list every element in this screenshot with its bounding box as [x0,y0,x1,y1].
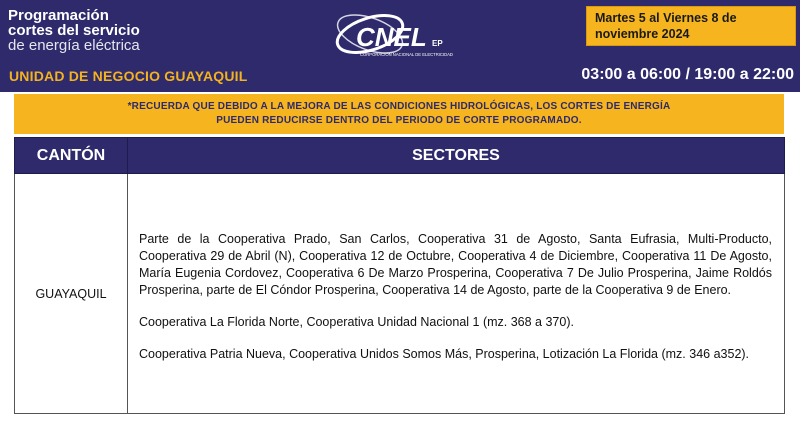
cnel-logo [330,10,480,70]
logo-tagline: CORPORACIÓN NACIONAL DE ELECTRICIDAD [360,52,453,57]
time-range: 03:00 a 06:00 / 19:00 a 22:00 [581,66,794,83]
column-header-sectores: SECTORES [128,138,785,174]
canton-cell: GUAYAQUIL [15,174,128,414]
sector-paragraph: Parte de la Cooperativa Prado, San Carlos, Cooperativa 31 de Agosto, Santa Eufrasia, Multi-Producto, Cooperativa 29 de Abril (N), Cooperativa 12 de Octubre, Cooperativa 4 de Diciembre, Cooperativa 11 De Agosto, María Eugenia Cordovez, Cooperativa 6 De Marzo Prosperina, Cooperativa 7 De Julio Prosperina, Jaime Roldós Prosperina, parte de El Cóndor Prosperina, Cooperativa 14 de Agosto, parte de la Cooperativa 9 de Enero. [139,232,772,297]
sectores-cell [128,174,785,414]
cnel-logo-icon [330,10,480,70]
header-banner [0,0,800,92]
title-line-1: Programación [8,7,109,24]
header-title [8,8,140,53]
notice-line-1: *RECUERDA QUE DEBIDO A LA MEJORA DE LAS CONDICIONES HIDROLÓGICAS, LOS CORTES DE ENERGÍA [127,101,671,112]
outage-schedule-table [14,137,785,414]
column-header-canton: CANTÓN [15,138,128,174]
logo-suffix: EP [432,39,443,48]
table-row [15,174,785,414]
title-line-2: cortes del servicio [8,22,140,39]
hydrology-notice [14,94,784,134]
sector-paragraph: Cooperativa La Florida Norte, Cooperativa Unidad Nacional 1 (mz. 368 a 370). [139,315,574,329]
sector-paragraph: Cooperativa Patria Nueva, Cooperativa Unidos Somos Más, Prosperina, Lotización La Florida (mz. 346 a352). [139,347,750,361]
title-line-3: de energía eléctrica [8,37,140,54]
business-unit-label: UNIDAD DE NEGOCIO GUAYAQUIL [9,68,248,84]
notice-line-2: PUEDEN REDUCIRSE DENTRO DEL PERIODO DE CORTE PROGRAMADO. [216,115,582,126]
date-range-box: Martes 5 al Viernes 8 de noviembre 2024 [586,6,796,46]
logo-wordmark: CNEL [356,22,427,52]
table-header-row [15,138,785,174]
